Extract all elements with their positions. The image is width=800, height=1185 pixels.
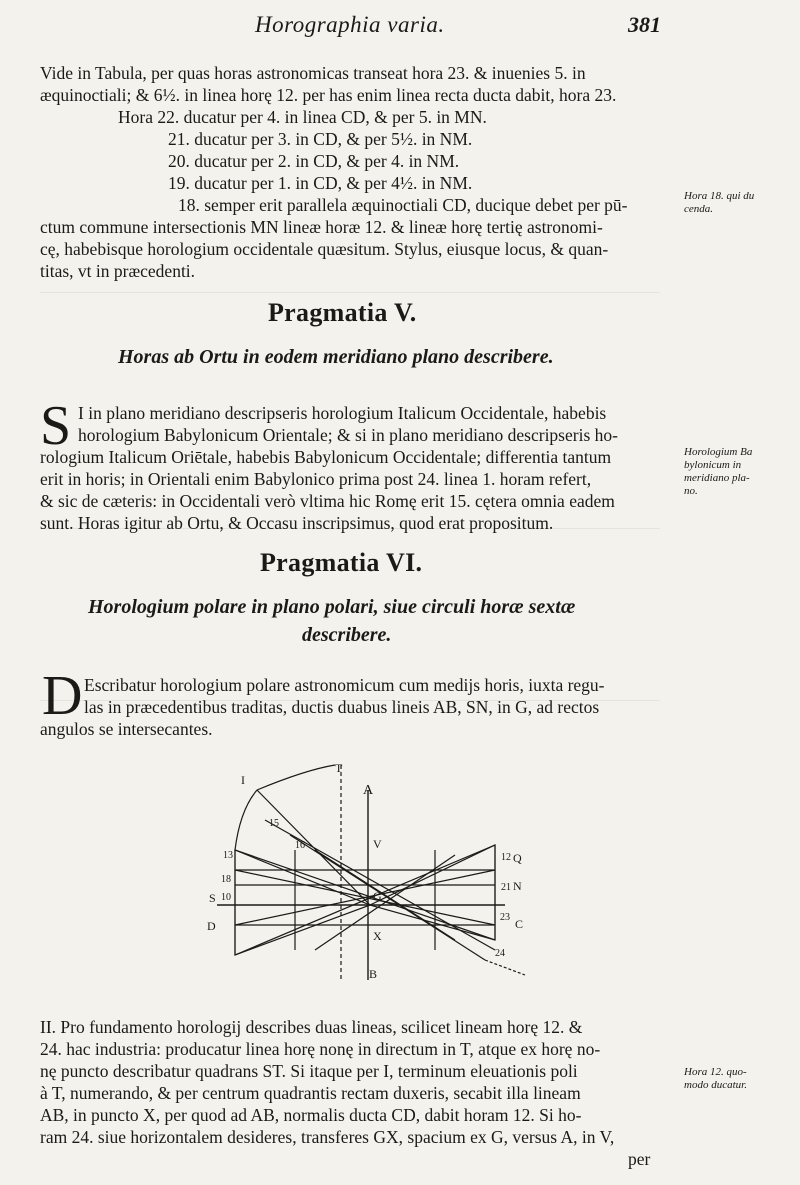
section-title: Pragmatia VI. bbox=[260, 548, 423, 577]
text-line: 21. ducatur per 3. in CD, & per 5½. in NM. bbox=[168, 129, 473, 149]
diagram-label-X: X bbox=[373, 929, 382, 943]
margin-note-line: cenda. bbox=[684, 203, 714, 215]
text-line: & sic de cæteris: in Occidentali verò vltima hic Romę erit 15. cętera omnia eadem bbox=[40, 491, 615, 511]
margin-note-line: Hora 18. qui du bbox=[684, 190, 755, 202]
text-line: 24. hac industria: producatur linea horę nonę in directum in T, atque ex horę no- bbox=[40, 1039, 601, 1059]
text-line: erit in horis; in Orientali enim Babylonico prima post 24. linea 1. horam refert, bbox=[40, 469, 592, 489]
text-line: horologium Babylonicum Orientale; & si in plano meridiano descripseris ho- bbox=[78, 425, 618, 445]
text-line: ctum commune intersectionis MN lineæ horæ 12. & lineæ horę tertię astronomi- bbox=[40, 217, 603, 237]
page-number: 381 bbox=[628, 12, 661, 37]
text-line: 19. ducatur per 1. in CD, & per 4½. in NM. bbox=[168, 173, 473, 193]
diagram-label-V: V bbox=[373, 837, 382, 851]
diagram-label-S: S bbox=[209, 891, 216, 905]
text-line: 20. ducatur per 2. in CD, & per 4. in NM. bbox=[168, 151, 460, 171]
diagram-label-12: 12 bbox=[501, 852, 511, 863]
drop-cap: S bbox=[40, 395, 72, 457]
drop-cap: D bbox=[42, 665, 83, 727]
diagram-label-I: I bbox=[241, 773, 245, 787]
diagram-label-15: 15 bbox=[269, 818, 279, 829]
margin-note-line: Horologium Ba bbox=[684, 446, 753, 458]
diagram-label-16: 16 bbox=[295, 840, 305, 851]
margin-note bbox=[684, 190, 794, 216]
margin-note-line: no. bbox=[684, 485, 698, 497]
diagram-label-23: 23 bbox=[500, 912, 510, 923]
section-subtitle: Horas ab Ortu in eodem meridiano plano describere. bbox=[118, 346, 554, 368]
margin-note-line: modo ducatur. bbox=[684, 1079, 747, 1091]
margin-note-line: bylonicum in bbox=[684, 459, 742, 471]
diagram-label-21: 21 bbox=[501, 882, 511, 893]
text-line: las in præcedentibus traditas, ductis duabus lineis AB, SN, in G, ad rectos bbox=[84, 697, 600, 717]
diagram-label-18: 18 bbox=[221, 874, 231, 885]
page-header bbox=[0, 12, 800, 42]
margin-note-line: Hora 12. quo- bbox=[684, 1066, 747, 1078]
text-line: titas, vt in præcedenti. bbox=[40, 261, 196, 281]
diagram-label-T: T bbox=[335, 761, 343, 775]
diagram-label-13: 13 bbox=[223, 850, 233, 861]
text-line: AB, in puncto X, per quod ad AB, normalis ducta CD, dabit horam 12. Si ho- bbox=[40, 1105, 582, 1125]
text-line: sunt. Horas igitur ab Ortu, & Occasu inscripsimus, quod erat propositum. bbox=[40, 513, 554, 533]
text-line: Escribatur horologium polare astronomicum cum medijs horis, iuxta regu- bbox=[84, 675, 605, 695]
text-line: angulos se intersecantes. bbox=[40, 719, 213, 739]
section-subtitle: Horologium polare in plano polari, siue circuli horæ sextæ bbox=[88, 596, 576, 618]
text-line: 18. semper erit parallela æquinoctiali CD, ducique debet per pū- bbox=[178, 195, 628, 215]
margin-note-line: meridiano pla- bbox=[684, 472, 750, 484]
text-line: II. Pro fundamento horologij describes duas lineas, scilicet lineam horę 12. & bbox=[40, 1017, 583, 1037]
diagram-label-A: A bbox=[363, 783, 374, 798]
polar-dial-diagram bbox=[195, 760, 545, 990]
diagram-label-G: G bbox=[373, 889, 382, 903]
diagram-label-10: 10 bbox=[221, 892, 231, 903]
diagram-label-D: D bbox=[207, 919, 216, 933]
text-line: æquinoctiali; & 6½. in linea horę 12. per has enim linea recta ducta dabit, hora 23. bbox=[40, 85, 617, 105]
margin-note bbox=[684, 446, 794, 498]
text-line: Hora 22. ducatur per 4. in linea CD, & per 5. in MN. bbox=[118, 107, 487, 127]
text-line: rologium Italicum Oriētale, habebis Babylonicum Occidentale; differentia tantum bbox=[40, 447, 612, 467]
text-line: nę puncto describatur quadrans ST. Si itaque per I, terminum eleuationis poli bbox=[40, 1061, 578, 1081]
margin-note bbox=[684, 1066, 794, 1092]
text-line: Vide in Tabula, per quas horas astronomicas transeat hora 23. & inuenies 5. in bbox=[40, 63, 586, 83]
diagram-label-C: C bbox=[515, 917, 524, 931]
running-head: Horographia varia. bbox=[255, 12, 445, 37]
diagram-label-24: 24 bbox=[495, 948, 505, 959]
text-line: à T, numerando, & per centrum quadrantis rectam duxeris, secabit illa lineam bbox=[40, 1083, 581, 1103]
catchword: per bbox=[628, 1149, 651, 1169]
diagram-label-B: B bbox=[369, 967, 378, 981]
text-line: ram 24. siue horizontalem desideres, transferes GX, spacium ex G, versus A, in V, bbox=[40, 1127, 615, 1147]
section-title: Pragmatia V. bbox=[268, 298, 417, 327]
diagram-label-N: N bbox=[513, 879, 522, 893]
diagram-label-Q: Q bbox=[513, 851, 522, 865]
text-line: I in plano meridiano descripseris horologium Italicum Occidentale, habebis bbox=[78, 403, 607, 423]
section-subtitle: describere. bbox=[302, 624, 392, 646]
text-line: cę, habebisque horologium occidentale quæsitum. Stylus, eiusque locus, & quan- bbox=[40, 239, 609, 259]
